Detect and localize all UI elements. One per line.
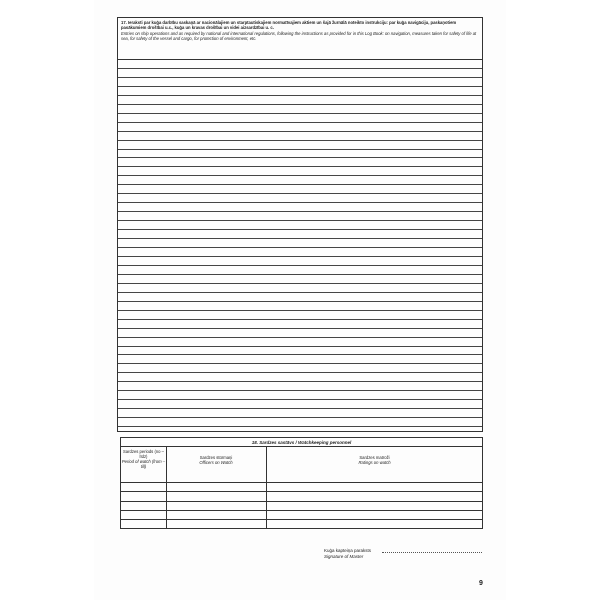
officers-header	[166, 455, 266, 465]
ratings-header-en: Ratings on watch	[358, 460, 391, 465]
watch-table-row[interactable]	[121, 520, 482, 529]
section-17-heading	[118, 18, 482, 60]
entry-line[interactable]	[118, 239, 482, 248]
entry-line[interactable]	[118, 320, 482, 329]
entry-line[interactable]	[118, 105, 482, 114]
entry-line[interactable]	[118, 311, 482, 320]
period-header-en: Period of watch (from – till)	[121, 459, 166, 469]
signature-label-en: Signature of Master	[324, 554, 364, 559]
entry-line[interactable]	[118, 194, 482, 203]
entry-line[interactable]	[118, 364, 482, 373]
entry-line[interactable]	[118, 275, 482, 284]
watch-table-grid	[121, 447, 482, 528]
section-17-heading-lv: 17. Ieraksti par kuģa darbību saskaņā ar nacionālajiem un starptautiskajiem normatīvajiem aktiem un šajā žurnālā noteikto instrukciju: par kuģa navigāciju, paskaņotiem pasākumiem drošībai u.c., kuģa un kravas drošībai un videi aizsardzībai u. c.	[121, 20, 457, 30]
entry-line[interactable]	[118, 230, 482, 239]
signature-label-lv: Kuģa kapteiņa paraksts	[324, 548, 372, 553]
section-17-entries	[117, 17, 483, 432]
entry-line[interactable]	[118, 185, 482, 194]
entry-line[interactable]	[118, 355, 482, 364]
section-17-heading-en: Entries on ship operations and as required by national and international regulations, following the instructions as provided for in this Log Book: on navigation, measures taken for safety of life at sea, for safety of the vessel and cargo, for protection of environment, etc.	[121, 31, 477, 41]
entry-line[interactable]	[118, 132, 482, 141]
entry-line[interactable]	[118, 257, 482, 266]
entry-line[interactable]	[118, 78, 482, 87]
entry-line[interactable]	[118, 347, 482, 356]
entry-line[interactable]	[118, 123, 482, 132]
entry-line[interactable]	[118, 114, 482, 123]
entry-line[interactable]	[118, 418, 482, 427]
entry-line[interactable]	[118, 293, 482, 302]
entry-line[interactable]	[118, 373, 482, 382]
entry-line[interactable]	[118, 329, 482, 338]
officers-header-lv: Sardzes stūrmaņi	[199, 455, 233, 460]
entry-line[interactable]	[118, 212, 482, 221]
period-header	[121, 449, 166, 469]
ratings-header	[266, 455, 483, 465]
entry-line[interactable]	[118, 302, 482, 311]
entry-line[interactable]	[118, 158, 482, 167]
watch-table-row[interactable]	[121, 483, 482, 492]
entry-line[interactable]	[118, 221, 482, 230]
period-header-lv: Sardzes periods (no – līdz)	[123, 449, 164, 459]
ruled-lines	[118, 60, 482, 431]
watch-table-row[interactable]	[121, 502, 482, 511]
entry-line[interactable]	[118, 141, 482, 150]
entry-line[interactable]	[118, 167, 482, 176]
entry-line[interactable]	[118, 203, 482, 212]
entry-line[interactable]	[118, 96, 482, 105]
entry-line[interactable]	[118, 60, 482, 69]
entry-line[interactable]	[118, 409, 482, 418]
entry-line[interactable]	[118, 391, 482, 400]
master-signature-label	[324, 548, 371, 560]
entry-line[interactable]	[118, 382, 482, 391]
watch-table-row[interactable]	[121, 511, 482, 520]
entry-line[interactable]	[118, 69, 482, 78]
section-18-watch-table	[120, 437, 483, 529]
entry-line[interactable]	[118, 338, 482, 347]
entry-line[interactable]	[118, 176, 482, 185]
entry-line[interactable]	[118, 150, 482, 159]
officers-header-en: Officers on Watch	[199, 460, 233, 465]
watch-table-header	[121, 447, 482, 483]
section-18-title: 18. Sardzes sastāvs / Watchkeeping personnel	[121, 438, 482, 447]
ratings-header-lv: Sardzes matroži	[359, 455, 390, 460]
entry-line[interactable]	[118, 284, 482, 293]
watch-table-row[interactable]	[121, 492, 482, 501]
signature-line[interactable]	[382, 552, 482, 553]
entry-line[interactable]	[118, 248, 482, 257]
entry-line[interactable]	[118, 400, 482, 409]
entry-line[interactable]	[118, 87, 482, 96]
page-number: 9	[479, 580, 483, 587]
entry-line[interactable]	[118, 266, 482, 275]
